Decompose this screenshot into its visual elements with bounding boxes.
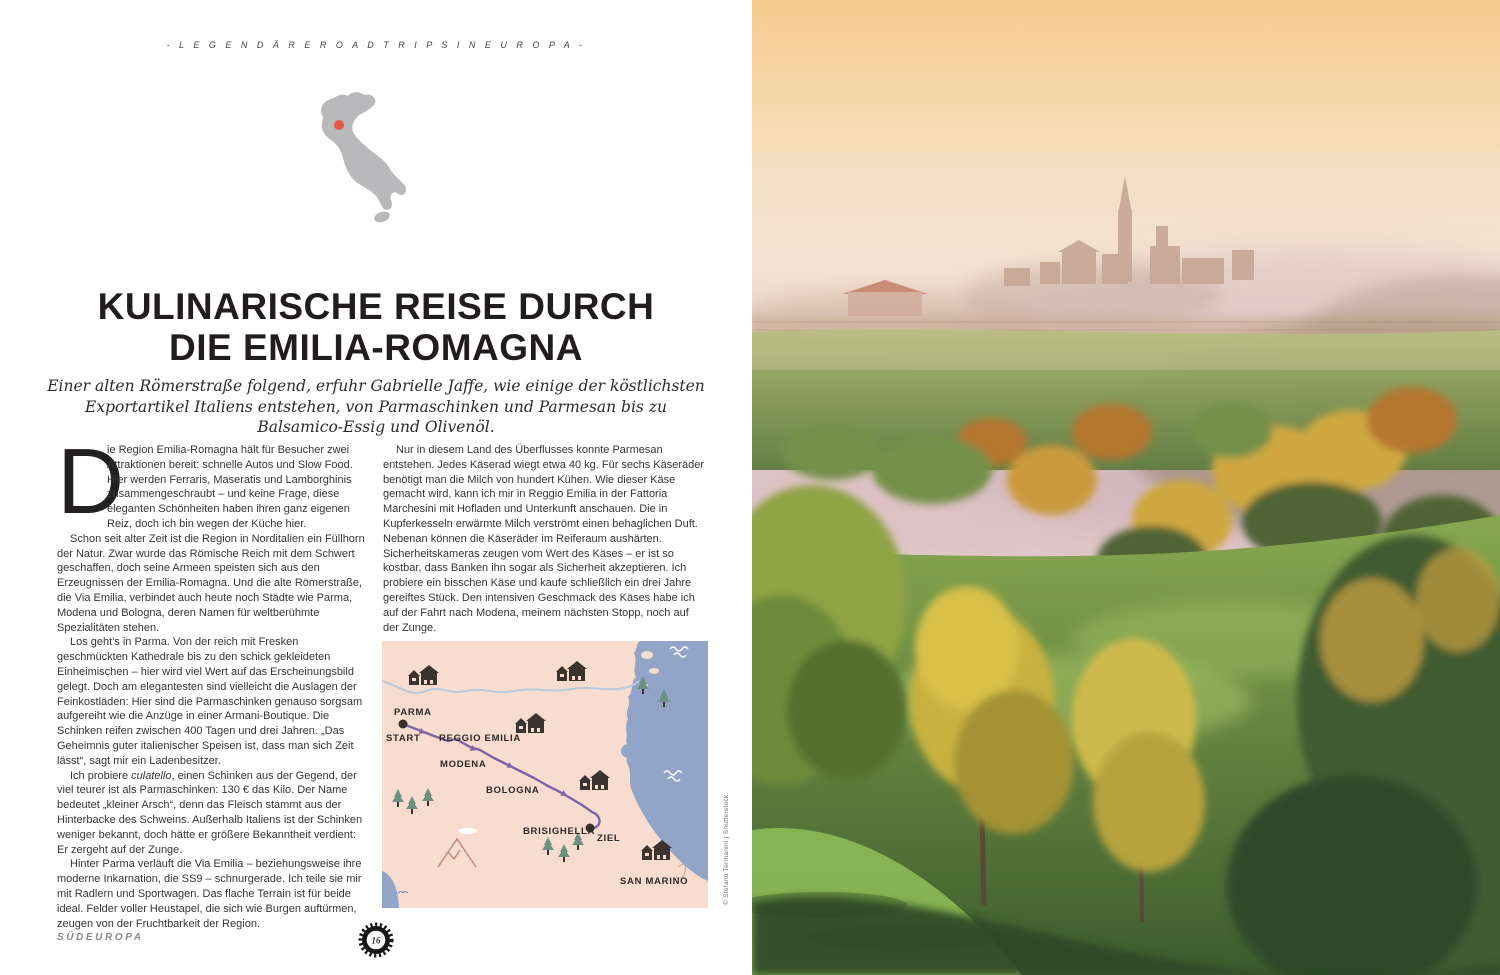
page-number: 16 — [371, 935, 381, 946]
map-label-reggio-emilia: REGGIO EMILIA — [439, 733, 521, 744]
map-label-san-marino: SAN MARINO — [620, 876, 689, 887]
photo-left-tree — [752, 485, 907, 785]
photo-credit: © Stefano Termanini | Shutterstock — [723, 794, 730, 905]
sicily-silhouette-icon — [373, 210, 391, 224]
paragraph-4 — [57, 769, 365, 858]
map-delta-island — [649, 668, 659, 674]
paragraph-2: Schon seit alter Zeit ist die Region in Norditalien ein Füllhorn der Natur. Zwar wurde das Römische Reich mit dem Schwert geschaffen, doch seine Armeen speisten sich aus den Erzeugnissen der Emilia-Romagna. Und die alte Römerstraße, die Via Emilia, verbindet auch heute noch Städte wie Parma, Modena und Bologna, deren Namen für weltberühmte Spezialitäten stehen. — [57, 532, 365, 634]
region-marker-icon — [334, 120, 344, 130]
paragraph-4-italic-term: culatello — [131, 769, 172, 782]
paragraph-4-lead: Ich probiere — [70, 769, 132, 782]
body-column-right — [383, 443, 705, 635]
landscape-photo — [752, 0, 1500, 975]
series-kicker: - L E G E N D Ä R E R O A D T R I P S I N E U R O P A - — [166, 40, 586, 50]
paragraph-5: Hinter Parma verläuft die Via Emilia – beziehungsweise ihre moderne Inkarnation, die SS9 – schnurgerade. Ich teile sie mir mit Radlern und Sportwagen. Das flache Terrain ist für beide ideal. Felder voller Heustapel, die sich wie Burgen auftürmen, zeugen von der Fruchtbarkeit der Region. — [57, 858, 362, 930]
map-lagoon-lake — [630, 706, 638, 712]
article-title — [36, 286, 716, 368]
paragraph-6: Nur in diesem Land des Überflusses konnte Parmesan entstehen. Jedes Käserad wiegt etwa 40 kg. Für sechs Käseräder benötigt man die Milch von hundert Kühen. Wie dieser Käse gemacht wird, kann ich mir in Reggio Emilia in der Fattoria Marchesini mit Hofladen und Unterkunft anschauen. Die in Kupferkesseln erwärmte Milch verströmt einen behaglichen Duft. Nebenan können die Käseräder im Reiferaum aushärten. Sicherheitskameras zeugen vom Wert des Käses – er ist so kostbar, dass Banken ihn sogar als Sicherheit akzeptieren. Ich probiere ein bisschen Käse und kaufe schließlich ein drei Jahre gereiftes Stück. Den intensiven Geschmack des Käses habe ich auf der Fahrt nach Modena, meinem nächsten Stopp, noch auf der Zunge. — [383, 444, 705, 634]
map-label-start: START — [386, 733, 421, 744]
paragraph-4-rest: , einen Schinken aus der Gegend, der viel teurer ist als Parmaschinken: 130 € das Kilo. Der Name bedeutet „kleiner Arsch“, denn das Fleisch stammt aus der Hinterbacke des Schweins. Außerhalb Italiens ist der Schinken weniger bekannt, doch hätte er größere Bekanntheit verdient: Er zergeht auf der Zunge. — [57, 769, 363, 856]
map-label-parma: PARMA — [394, 707, 432, 718]
article-title-line2: DIE EMILIA-ROMAGNA — [169, 327, 583, 368]
route-map — [382, 641, 708, 908]
body-column-left — [57, 429, 365, 931]
map-label-bologna: BOLOGNA — [486, 785, 540, 796]
italy-silhouette-icon — [321, 92, 406, 210]
article-standfirst: Einer alten Römerstraße folgend, erfuhr Gabrielle Jaffe, wie einige der köstlichsten Exportartikel Italiens entstehen, von Parmaschinken und Parmesan bis zu Balsamico-Essig und Olivenöl. — [47, 377, 705, 436]
map-label-brisighella: BRISIGHELLA — [523, 826, 596, 837]
photo-haze — [752, 150, 1500, 370]
footer-section-label: SÜDEUROPA — [57, 932, 144, 943]
italy-locator-map — [293, 86, 421, 234]
drop-cap: D — [57, 429, 125, 533]
map-label-modena: MODENA — [440, 759, 487, 770]
page-number-badge — [357, 921, 395, 959]
paragraph-1 — [57, 429, 365, 533]
map-lagoon-lake — [621, 744, 637, 758]
cloud-icon — [459, 828, 477, 834]
paragraph-3: Los geht's in Parma. Von der reich mit Fresken geschmückten Kathedrale bis zu den schick gekleideten Einheimischen – hier wird viel Wert auf das Erscheinungsbild gelegt. Doch am elegantesten sind vielleicht die Auslagen der Feinkostläden: Hier sind die Parmaschinken genauso sorgsam aufgereiht wie die Anzüge in einer Armani-Boutique. Die Schinken reifen zwischen 400 Tagen und drei Jahren. „Das Geheimnis guter italienischer Speisen ist, dass man sich Zeit lässt“, sagt mir ein Ladenbesitzer. — [57, 636, 363, 767]
paragraph-1-text: ie Region Emilia-Romagna hält für Besucher zwei Attraktionen bereit: schnelle Autos und Slow Food. Hier werden Ferraris, Maseratis und Lamborghinis zusammengeschraubt – und keine Frage, diese eleganten Schönheiten haben ihren ganz eigenen Reiz, doch ich bin wegen der Küche hier. — [107, 444, 353, 530]
map-label-ziel: ZIEL — [597, 833, 621, 844]
map-delta-island — [641, 651, 653, 659]
start-marker — [399, 720, 408, 729]
article-title-line1: KULINARISCHE REISE DURCH — [97, 286, 655, 327]
